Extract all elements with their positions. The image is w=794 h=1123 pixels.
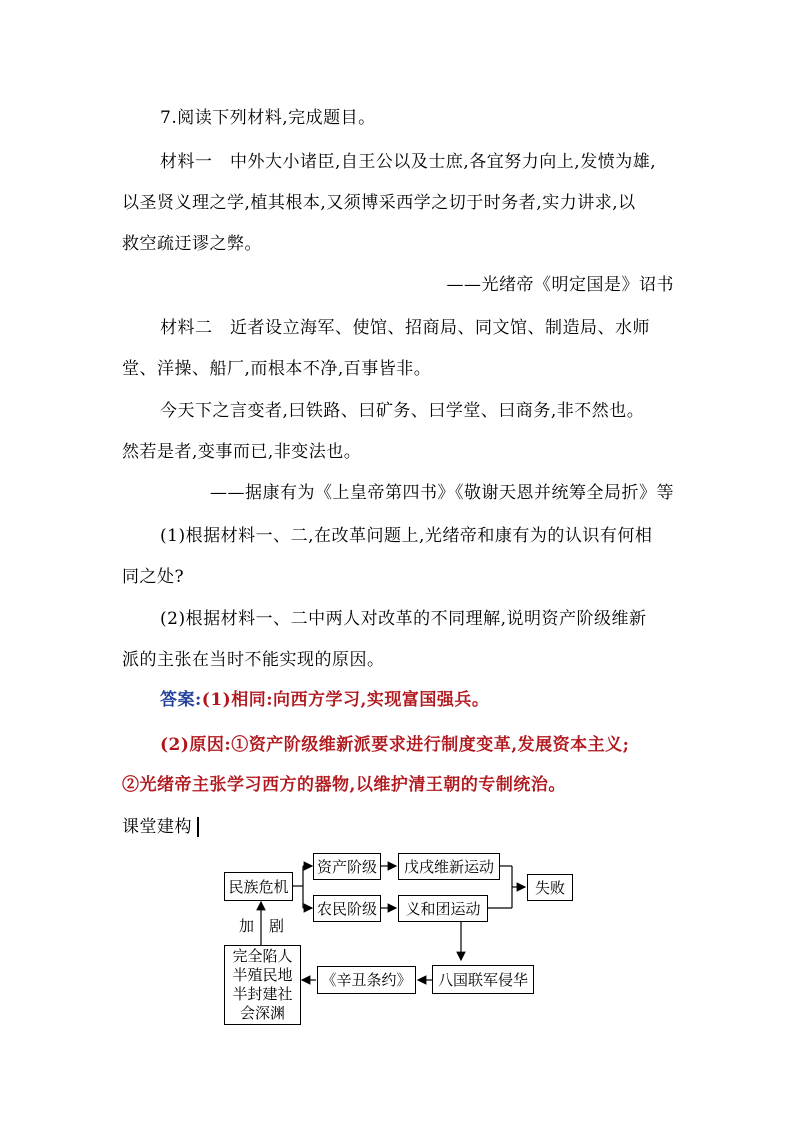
- q2-line2: 派的主张在当时不能实现的原因。: [122, 650, 385, 670]
- box-bourgeoisie: 资产阶级: [313, 853, 381, 880]
- section-title: 课堂建构: [122, 817, 192, 837]
- material1-line2: 以圣贤义理之学,植其根本,又须博采西学之切于时务者,实力讲求,以: [122, 193, 636, 213]
- material1-source: ——光绪帝《明定国是》诏书: [446, 275, 674, 295]
- material2-line3: 今天下之言变者,曰铁路、曰矿务、曰学堂、曰商务,非不然也。: [160, 401, 645, 421]
- material2-line2: 堂、洋操、船厂,而根本不净,百事皆非。: [122, 359, 432, 379]
- answer-label: 答案:: [160, 690, 202, 710]
- label-intensify: 加 剧: [239, 917, 285, 935]
- box-peasantry: 农民阶级: [313, 895, 381, 922]
- abyss-line-2: 半殖民地: [232, 966, 293, 984]
- box-abyss: [224, 945, 301, 1025]
- q1-line1: (1)根据材料一、二,在改革问题上,光绪帝和康有为的认识有何相: [160, 526, 653, 546]
- abyss-line-4: 会深渊: [239, 1004, 285, 1022]
- box-reform-movement: 戊戌维新运动: [398, 853, 500, 880]
- box-boxer-movement: 义和团运动: [398, 895, 488, 922]
- material1-line1: 材料一 中外大小诸臣,自王公以及士庶,各宜努力向上,发愤为雄,: [160, 152, 657, 172]
- box-national-crisis: 民族危机: [224, 872, 293, 901]
- question-title: 7.阅读下列材料,完成题目。: [160, 108, 376, 128]
- material2-line4: 然若是者,变事而已,非变法也。: [122, 442, 362, 462]
- material2-line1: 材料二 近者设立海军、使馆、招商局、同文馆、制造局、水师: [160, 318, 650, 338]
- box-treaty: 《辛丑条约》: [317, 966, 416, 994]
- answer-2-line1: (2)原因:①资产阶级维新派要求进行制度变革,发展资本主义;: [160, 735, 630, 755]
- answer-1: (1)相同:向西方学习,实现富国强兵。: [201, 690, 490, 710]
- material1-line3: 救空疏迂谬之弊。: [122, 234, 262, 254]
- abyss-line-1: 完全陷人: [232, 947, 293, 965]
- material2-source: ——据康有为《上皇帝第四书》《敬谢天恩并统筹全局折》等: [210, 483, 674, 503]
- answer-2-line2: ②光绪帝主张学习西方的器物,以维护清王朝的专制统治。: [122, 775, 566, 795]
- box-failure: 失败: [527, 874, 573, 901]
- q2-line1: (2)根据材料一、二中两人对改革的不同理解,说明资产阶级维新: [160, 609, 647, 629]
- box-eight-nation: 八国联军侵华: [432, 965, 534, 994]
- abyss-line-3: 半封建社: [232, 985, 293, 1003]
- q1-line2: 同之处?: [122, 567, 185, 587]
